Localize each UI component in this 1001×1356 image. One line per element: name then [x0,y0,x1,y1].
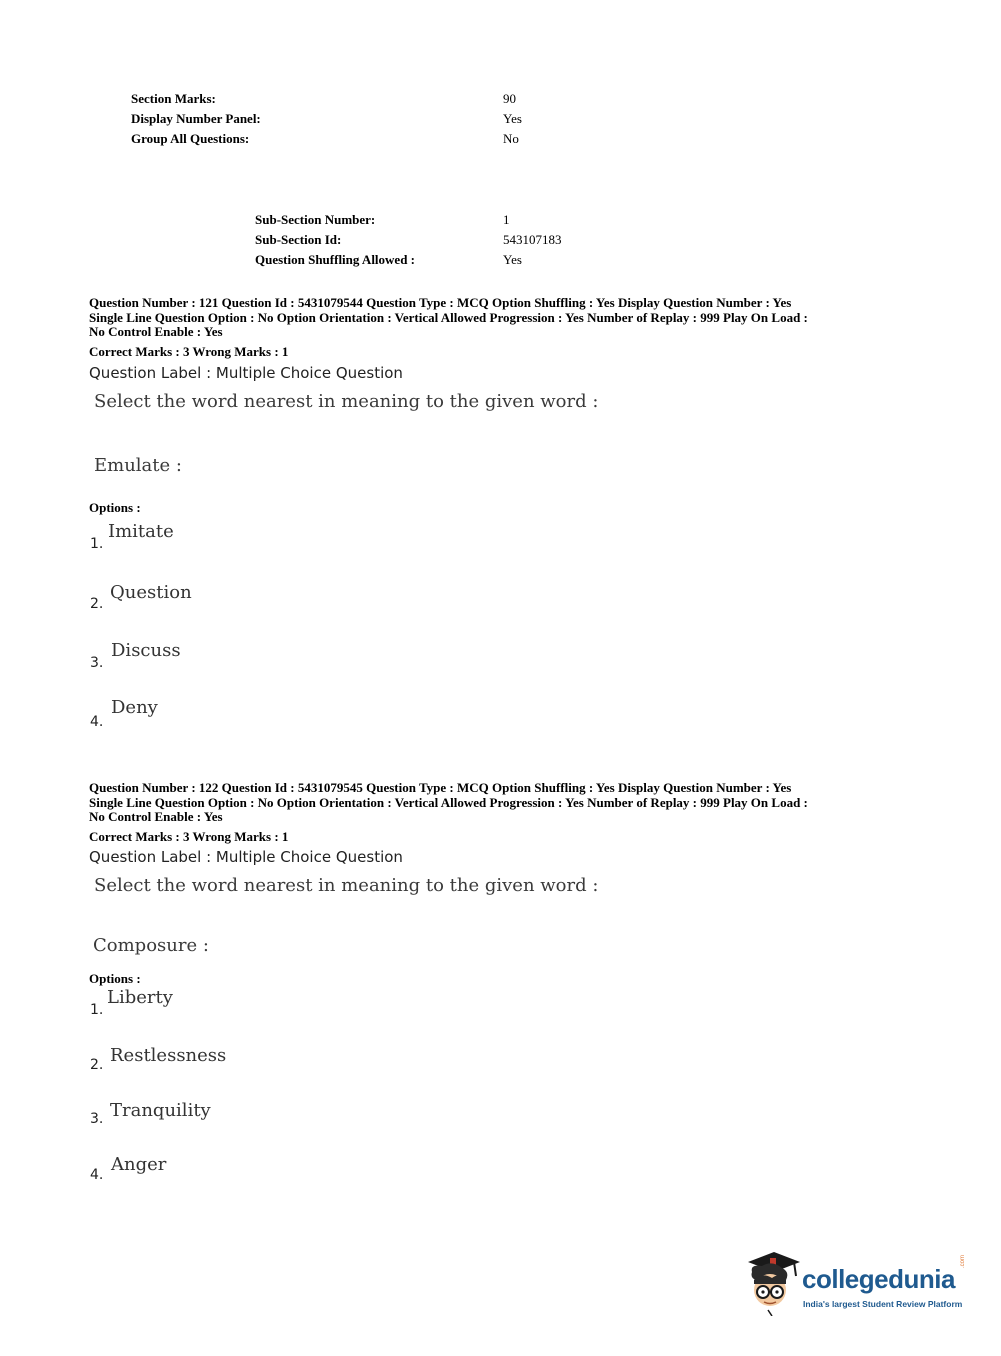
logo-domain-suffix: .com [960,1254,966,1268]
question-meta-line: No Control Enable : Yes [89,324,223,339]
display-number-panel-label: Display Number Panel: [131,111,261,126]
collegedunia-logo[interactable] [742,1248,972,1320]
option-number: 4. [90,1167,104,1183]
question-meta [89,296,919,340]
section-marks-value: 90 [503,91,516,106]
subsection-number-label: Sub-Section Number: [255,212,376,227]
subsection-number-value: 1 [503,212,510,227]
options-label: Options : [89,500,141,515]
question-meta-line: Single Line Question Option : No Option Orientation : Vertical Allowed Progression : Yes Number of Replay : 999 Play On Load : [89,309,808,325]
subsection-id-label: Sub-Section Id: [255,232,342,247]
group-all-questions-label: Group All Questions: [131,131,250,146]
group-all-questions-value: No [503,131,519,146]
display-number-panel-value: Yes [503,111,522,126]
question-prompt: Select the word nearest in meaning to the given word : [94,875,599,896]
option-number: 1. [90,1002,104,1018]
question-label: Question Label : Multiple Choice Question [89,364,403,382]
question-meta [89,781,919,825]
option-number: 1. [90,536,104,552]
option-text: Deny [111,697,158,718]
question-marks: Correct Marks : 3 Wrong Marks : 1 [89,344,289,359]
question-word: Emulate : [94,455,182,476]
option-text: Anger [111,1154,167,1175]
option-number: 2. [90,1057,104,1073]
option-number: 3. [90,1111,104,1127]
question-meta-line: Question Number : 122 Question Id : 5431079545 Question Type : MCQ Option Shuffling : Yes Display Question Number : Yes [89,780,792,795]
option-text: Tranquility [110,1100,211,1121]
option-text: Restlessness [110,1045,227,1066]
option-text: Discuss [111,640,181,661]
options-label: Options : [89,971,141,986]
question-word: Composure : [93,935,209,956]
question-marks: Correct Marks : 3 Wrong Marks : 1 [89,829,289,844]
option-number: 2. [90,596,104,612]
logo-wordmark: collegedunia [802,1264,955,1294]
question-meta-line: Question Number : 121 Question Id : 5431079544 Question Type : MCQ Option Shuffling : Yes Display Question Number : Yes [89,295,792,310]
question-prompt: Select the word nearest in meaning to the given word : [94,391,599,412]
logo-tagline: India's largest Student Review Platform [803,1299,963,1309]
question-shuffling-value: Yes [503,252,522,267]
question-meta-line: Single Line Question Option : No Option Orientation : Vertical Allowed Progression : Yes Number of Replay : 999 Play On Load : [89,794,808,810]
option-number: 3. [90,655,104,671]
question-shuffling-label: Question Shuffling Allowed : [255,252,416,267]
option-text: Imitate [108,521,174,542]
question-label: Question Label : Multiple Choice Question [89,848,403,866]
subsection-id-value: 543107183 [503,232,562,247]
student-mascot-icon [742,1250,802,1316]
option-text: Liberty [107,987,173,1008]
option-number: 4. [90,714,104,730]
option-text: Question [110,582,192,603]
question-meta-line: No Control Enable : Yes [89,809,223,824]
section-marks-label: Section Marks: [131,91,216,106]
